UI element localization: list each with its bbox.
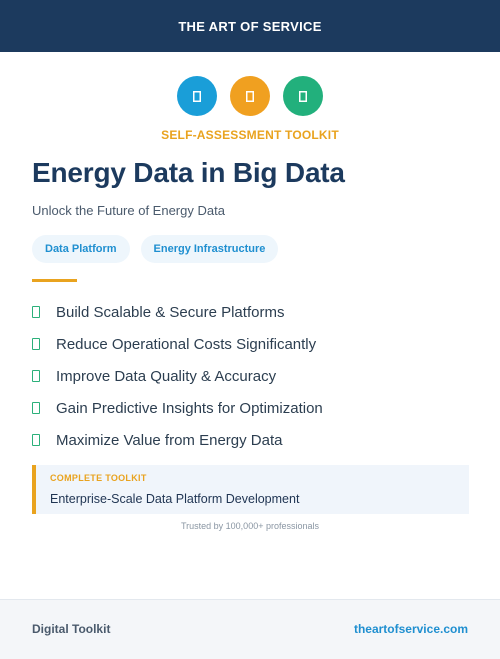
toolkit-callout xyxy=(32,465,469,514)
trust-statement: Trusted by 100,000+ professionals xyxy=(180,521,319,531)
document-icon xyxy=(246,91,254,102)
benefit-text: Reduce Operational Costs Significantly xyxy=(56,335,317,353)
document-icon xyxy=(193,91,201,102)
check-icon xyxy=(32,338,40,350)
check-icon xyxy=(32,434,40,446)
website-link[interactable]: theartofservice.com xyxy=(353,622,468,636)
benefit-item xyxy=(32,328,323,360)
benefit-item xyxy=(32,392,323,424)
check-icon xyxy=(32,306,40,318)
header-bar xyxy=(0,0,500,52)
icon-row xyxy=(0,76,500,116)
benefit-text: Improve Data Quality & Accuracy xyxy=(56,367,277,385)
tag-data-platform: Data Platform xyxy=(32,235,130,263)
benefit-text: Build Scalable & Secure Platforms xyxy=(56,303,285,321)
tag-energy-infrastructure: Energy Infrastructure xyxy=(141,235,279,263)
benefit-item xyxy=(32,296,323,328)
brand-name: THE ART OF SERVICE xyxy=(178,18,322,34)
footer-bar xyxy=(0,599,500,659)
page-subtitle: Unlock the Future of Energy Data xyxy=(32,203,225,218)
callout-text: Enterprise-Scale Data Platform Development xyxy=(50,492,300,506)
accent-divider xyxy=(32,279,77,282)
benefit-item xyxy=(32,360,323,392)
toolkit-tagline: SELF-ASSESSMENT TOOLKIT xyxy=(161,128,339,142)
benefit-list xyxy=(32,296,323,456)
benefit-text: Gain Predictive Insights for Optimization xyxy=(56,399,323,417)
icon-circle-blue xyxy=(177,76,217,116)
callout-label: COMPLETE TOOLKIT xyxy=(50,473,147,483)
page-title: Energy Data in Big Data xyxy=(32,157,345,188)
footer-label: Digital Toolkit xyxy=(32,622,111,636)
check-icon xyxy=(32,402,40,414)
icon-circle-green xyxy=(283,76,323,116)
benefit-text: Maximize Value from Energy Data xyxy=(56,431,283,449)
benefit-item xyxy=(32,424,323,456)
document-icon xyxy=(299,91,307,102)
tag-list xyxy=(32,235,278,263)
icon-circle-orange xyxy=(230,76,270,116)
check-icon xyxy=(32,370,40,382)
